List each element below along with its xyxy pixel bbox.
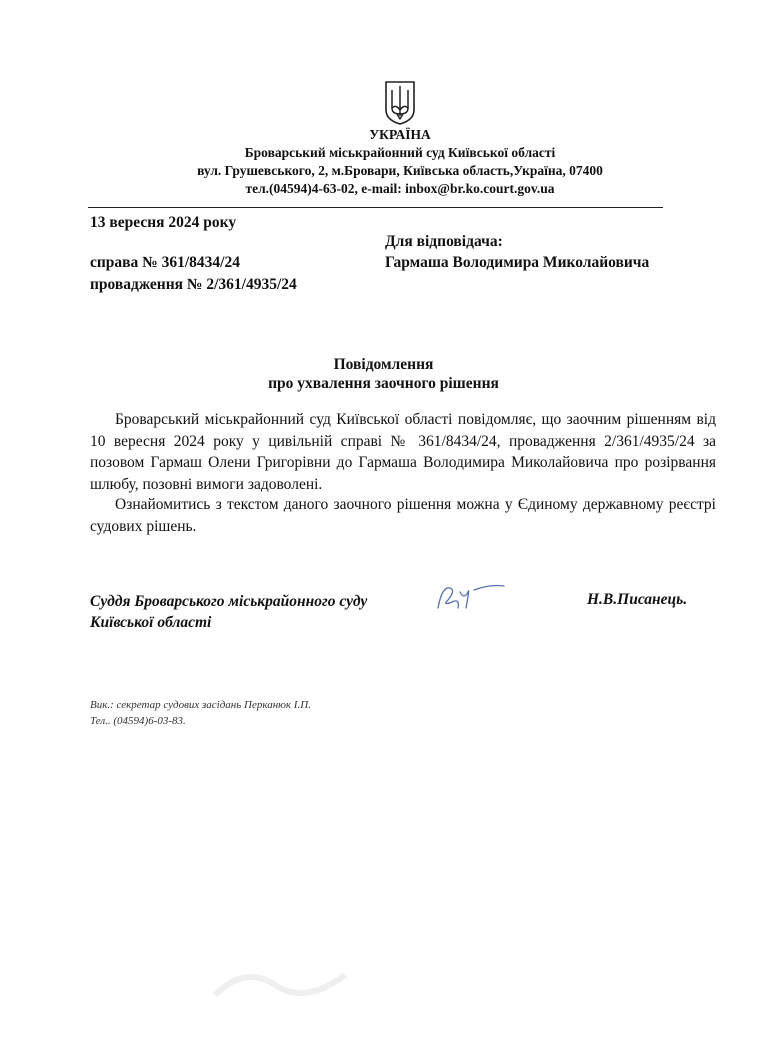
recipient-label: Для відповідача: [385, 233, 503, 250]
document-date: 13 вересня 2024 року [90, 214, 237, 231]
case-number: справа № 361/8434/24 [90, 254, 240, 271]
judge-title: Суддя Броварського міськрайонного суду Київської області [90, 593, 368, 631]
faint-mark-icon [205, 945, 355, 1025]
executor-phone: Тел.. (04594)6-03-83. [90, 715, 186, 727]
trident-emblem-icon [383, 80, 417, 126]
proceeding-number: провадження № 2/361/4935/24 [90, 276, 297, 293]
handwritten-signature-icon [430, 578, 510, 618]
judge-name: Н.В.Писанець. [587, 591, 688, 608]
body-paragraph-2: Ознайомитись з текстом даного заочного рішення можна у Єдиному державному реєстрі судових рішень. [90, 496, 716, 535]
header-contacts: тел.(04594)4-63-02, e-mail: inbox@br.ko.court.gov.ua [245, 181, 555, 196]
header-divider [88, 207, 663, 208]
header-address: вул. Грушевського, 2, м.Бровари, Київська область,Україна, 07400 [197, 163, 603, 178]
header-court-name: Броварський міськрайонний суд Київської області [244, 145, 556, 160]
header-country: УКРАЇНА [369, 127, 431, 142]
document-subtitle: про ухвалення заочного рішення [268, 375, 499, 392]
recipient-name: Гармаша Володимира Миколайовича [385, 254, 650, 271]
body-paragraph-1: Броварський міськрайонний суд Київської області повідомляє, що заочним рішенням від 10 вересня 2024 року у цивільній справі № 361/8434/24, провадження 2/361/4935/24 за позовом Гармаш Олени Григорівни до Гармаша Володимира Миколайовича про розірвання шлюбу, позовні вимоги задоволені. [90, 411, 716, 493]
executor-note: Вик.: секретар судових засідань Перканюк І.П. [90, 699, 311, 711]
document-title: Повідомлення [333, 356, 434, 373]
